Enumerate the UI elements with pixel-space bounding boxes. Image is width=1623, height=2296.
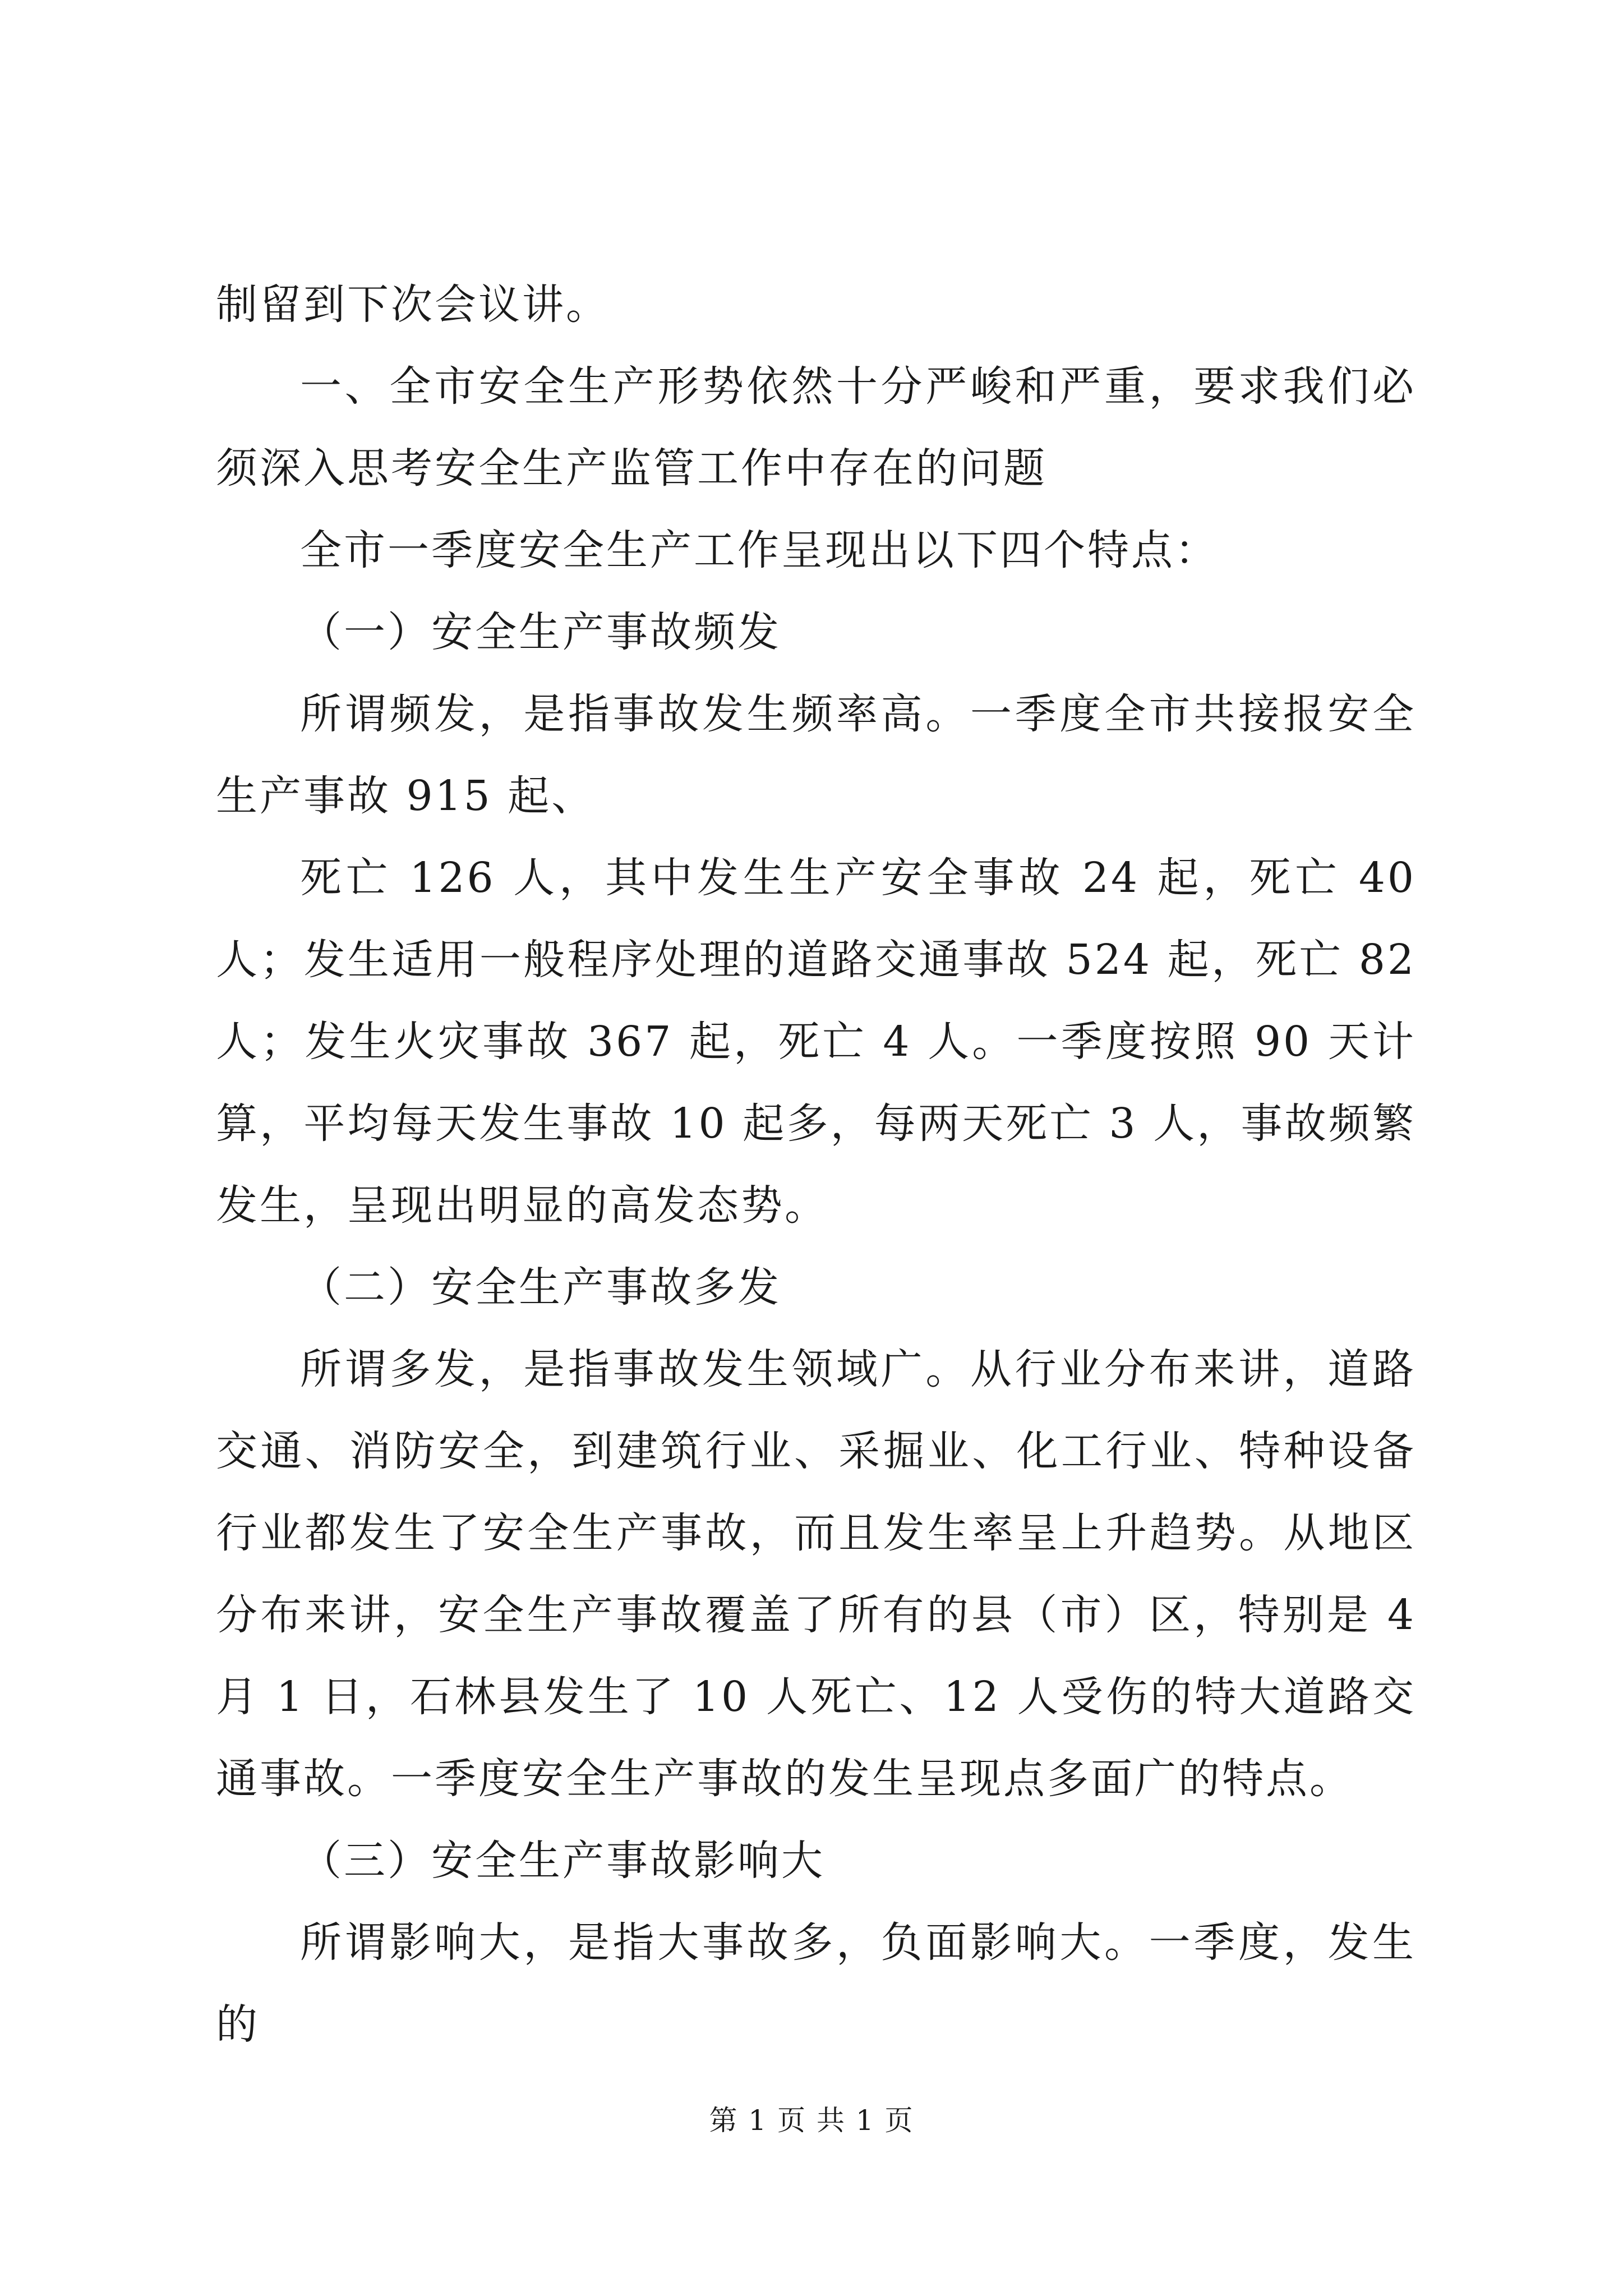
paragraph-widespread: 所谓多发，是指事故发生领域广。从行业分布来讲，道路交通、消防安全，到建筑行业、采掘业、化工行业、特种设备行业都发生了安全生产事故，而且发生率呈上升趋势。从地区分布来讲，安全生产事故覆盖了所有的县（市）区，特别是 4 月 1 日，石林县发生了 10 人死亡、12 人受伤的特大道路交通事故。一季度安全生产事故的发生呈现点多面广的特点。 [216,1345,1416,1803]
paragraph-impact: 所谓影响大，是指大事故多，负面影响大。一季度，发生的 [216,1918,1416,2049]
page-footer: 第 1 页 共 1 页 [709,2104,914,2137]
section-heading-1: 一、全市安全生产形势依然十分严峻和严重，要求我们必须深入思考安全生产监管工作中存在的问题 [216,362,1416,493]
paragraph-continuation: 制留到下次会议讲。 [216,280,610,329]
paragraph-statistics: 死亡 126 人，其中发生生产安全事故 24 起，死亡 40 人；发生适用一般程序处理的道路交通事故 524 起，死亡 82 人；发生火灾事故 367 起，死亡 4 人。一季度按照 90 天计算，平均每天发生事故 10 起多，每两天死亡 3 人，事故频繁发生，呈现出明显的高发态势。 [216,854,1416,1230]
paragraph-intro: 全市一季度安全生产工作呈现出以下四个特点： [300,526,1219,574]
subheading-1: （一）安全生产事故频发 [300,608,781,656]
paragraph-frequent: 所谓频发，是指事故发生频率高。一季度全市共接报安全生产事故 915 起、 [216,690,1416,820]
subheading-3: （三）安全生产事故影响大 [300,1837,825,1885]
subheading-2: （二）安全生产事故多发 [300,1263,781,1312]
document-body [216,264,1416,2065]
